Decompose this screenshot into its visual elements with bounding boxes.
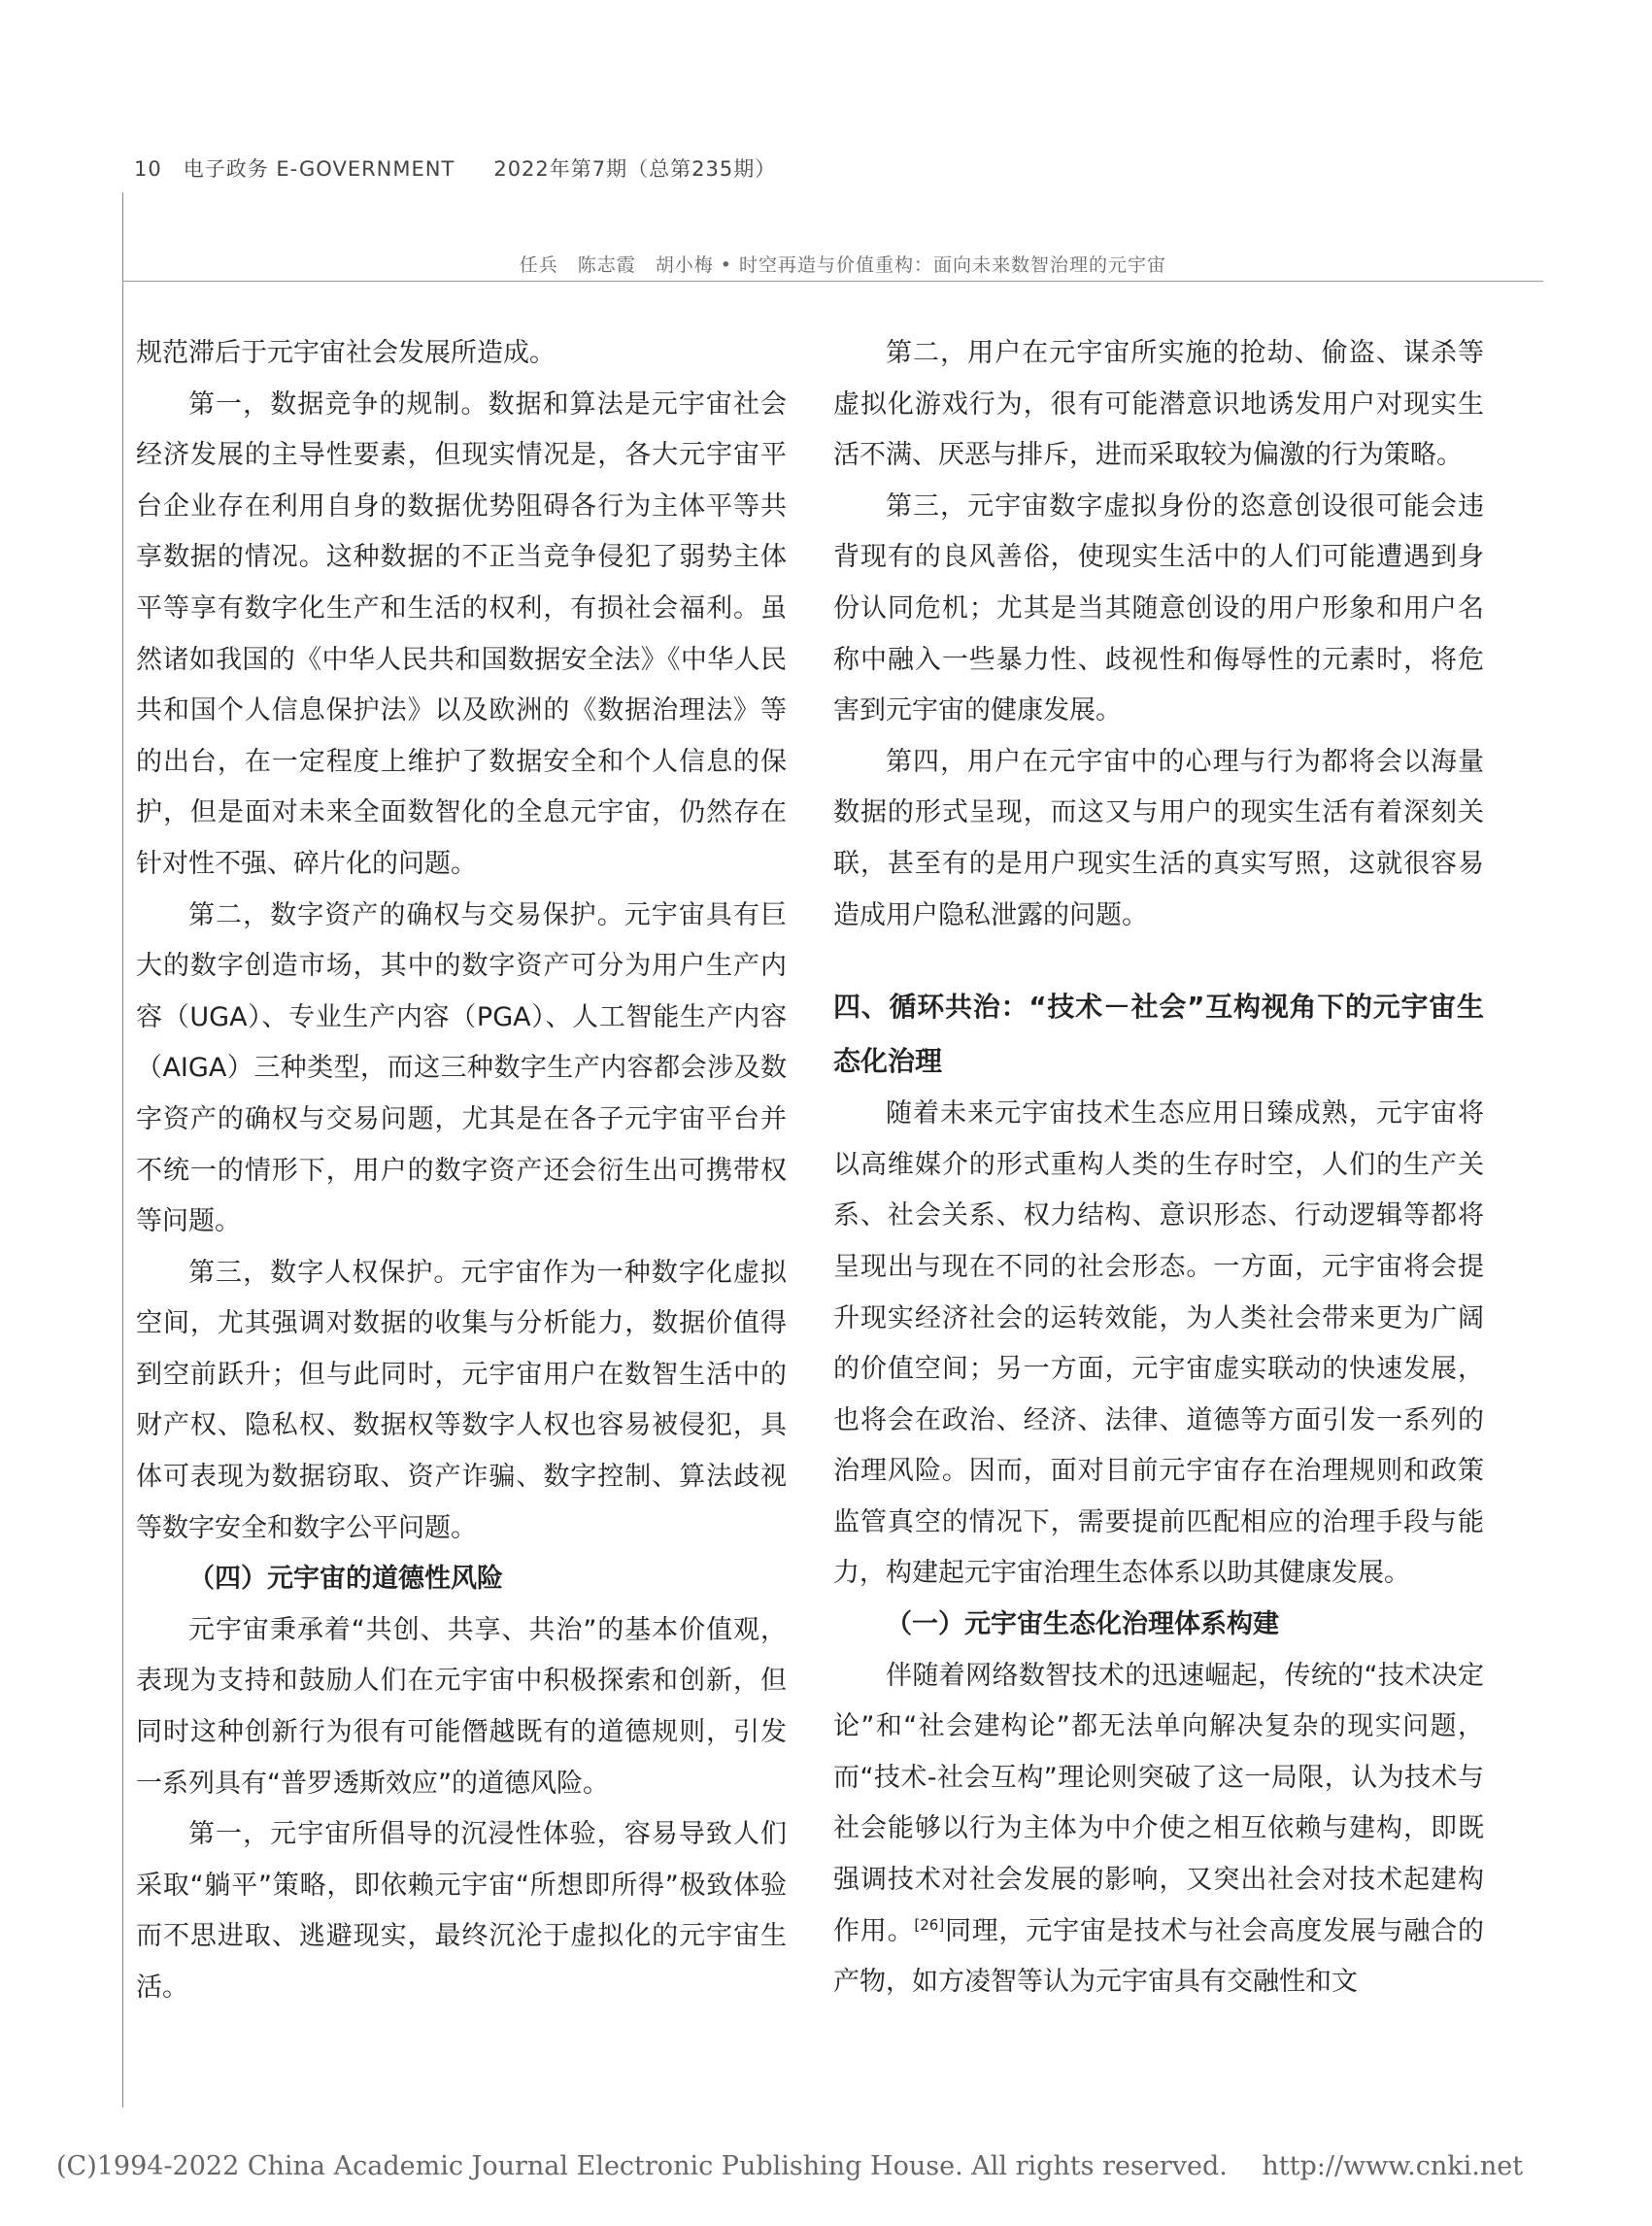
paragraph: 第二，用户在元宇宙所实施的抢劫、偷盗、谋杀等虚拟化游戏行为，很有可能潜意识地诱发用户对现实生活不满、厌恶与排斥，进而采取较为偏激的行为策略。 — [833, 338, 1484, 471]
journal-name: 电子政务 E-GOVERNMENT — [183, 157, 455, 181]
vertical-rule — [122, 192, 123, 2108]
right-column — [833, 328, 1484, 2008]
paragraph — [833, 1651, 1484, 2008]
section-heading: 四、循环共治：“技术－社会”互构视角下的元宇宙生态化治理 — [833, 991, 1484, 1078]
subsection-heading: （四）元宇宙的道德性风险 — [188, 1564, 503, 1595]
paragraph: 第三，元宇宙数字虚拟身份的恣意创设很可能会违背现有的良风善俗，使现实生活中的人们可能遭遇到身份认同危机；尤其是当其随意创设的用户形象和用户名称中融入一些暴力性、歧视性和侮辱性的元素时，将危害到元宇宙的健康发展。 — [833, 490, 1484, 726]
issue-info: 2022年第7期（总第235期） — [493, 157, 777, 181]
copyright-footer: (C)1994-2022 China Academic Journal Electronic Publishing House. All rights reserved. http://www.cnki.net — [56, 2151, 1524, 2181]
paragraph: 第三，数字人权保护。元宇宙作为一种数字化虚拟空间，尤其强调对数据的收集与分析能力，数据价值得到空前跃升；但与此同时，元宇宙用户在数智生活中的财产权、隐私权、数据权等数字人权也容易被侵犯，具体可表现为数据窃取、资产诈骗、数字控制、算法歧视等数字安全和数字公平问题。 — [136, 1257, 787, 1543]
paragraph: 元宇宙秉承着“共创、共享、共治”的基本价值观，表现为支持和鼓励人们在元宇宙中积极探索和创新，但同时这种创新行为很有可能僭越既有的道德规则，引发一系列具有“普罗透斯效应”的道德风险。 — [136, 1614, 787, 1799]
paragraph-text: 同理，元宇宙是技术与社会高度发展与融合的产物，如方凌智等认为元宇宙具有交融性和文 — [833, 1915, 1484, 1998]
paragraph-text: 伴随着网络数智技术的迅速崛起，传统的“技术决定论”和“社会建构论”都无法单向解决复杂的现实问题，而“技术-社会互构”理论则突破了这一局限，认为技术与社会能够以行为主体为中介使之相互依赖与建构，即既强调技术对社会发展的影响，又突出社会对技术起建构作用。 — [833, 1660, 1484, 1946]
subsection-heading: （一）元宇宙生态化治理体系构建 — [886, 1609, 1279, 1640]
paragraph: 随着未来元宇宙技术生态应用日臻成熟，元宇宙将以高维媒介的形式重构人类的生存时空，人们的生产关系、社会关系、权力结构、意识形态、行动逻辑等都将呈现出与现在不同的社会形态。一方面，元宇宙将会提升现实经济社会的运转效能，为人类社会带来更为广阔的价值空间；另一方面，元宇宙虚实联动的快速发展，也将会在政治、经济、法律、道德等方面引发一系列的治理风险。因而，面对目前元宇宙存在治理规则和政策监管真空的情况下，需要提前匹配相应的治理手段与能力，构建起元宇宙治理生态体系以助其健康发展。 — [833, 1098, 1484, 1589]
paragraph: 第一，数据竞争的规制。数据和算法是元宇宙社会经济发展的主导性要素，但现实情况是，各大元宇宙平台企业存在利用自身的数据优势阻碍各行为主体平等共享数据的情况。这种数据的不正当竞争侵犯了弱势主体平等享有数字化生产和生活的权利，有损社会福利。虽然诸如我国的《中华人民共和国数据安全法》《中华人民共和国个人信息保护法》以及欧洲的《数据治理法》等的出台，在一定程度上维护了数据安全和个人信息的保护，但是面对未来全面数智化的全息元宇宙，仍然存在针对性不强、碎片化的问题。 — [136, 388, 787, 879]
running-head: 任兵 陈志霞 胡小梅 • 时空再造与价值重构：面向未来数智治理的元宇宙 — [519, 254, 1166, 276]
paragraph: 第四，用户在元宇宙中的心理与行为都将会以海量数据的形式呈现，而这又与用户的现实生活有着深刻关联，甚至有的是用户现实生活的真实写照，这就很容易造成用户隐私泄露的问题。 — [833, 746, 1484, 930]
page-number: 10 — [134, 157, 162, 181]
left-column — [136, 328, 787, 2014]
page-header — [134, 153, 776, 183]
citation-ref: [26] — [914, 1915, 945, 1934]
paragraph: 第一，元宇宙所倡导的沉浸性体验，容易导致人们采取“躺平”策略，即依赖元宇宙“所想即所得”极致体验而不思进取、逃避现实，最终沉沦于虚拟化的元宇宙生活。 — [136, 1819, 787, 2003]
paragraph: 规范滞后于元宇宙社会发展所造成。 — [136, 338, 556, 368]
paragraph: 第二，数字资产的确权与交易保护。元宇宙具有巨大的数字创造市场，其中的数字资产可分为用户生产内容（UGA）、专业生产内容（PGA）、人工智能生产内容（AIGA）三种类型，而这三种数字生产内容都会涉及数字资产的确权与交易问题，尤其是在各子元宇宙平台并不统一的情形下，用户的数字资产还会衍生出可携带权等问题。 — [136, 899, 787, 1237]
horizontal-rule — [122, 281, 1543, 282]
